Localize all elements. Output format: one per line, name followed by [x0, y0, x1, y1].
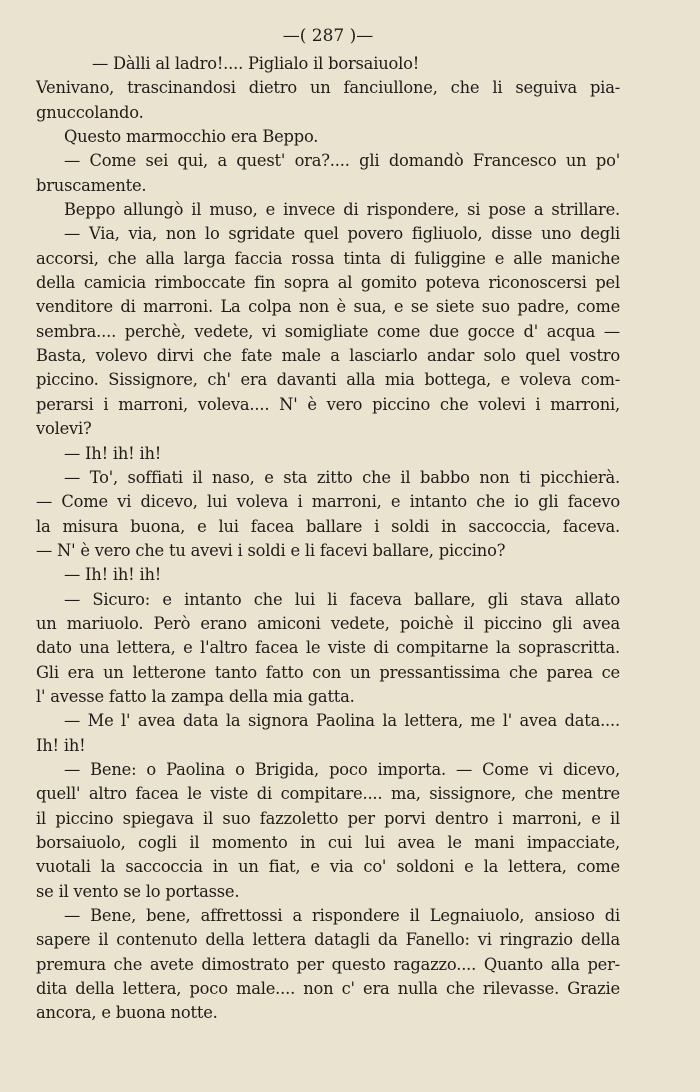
text-line: Ih! ih! [36, 735, 86, 755]
text-line: — N' è vero che tu avevi i soldi e li facevi ballare, piccino? [36, 540, 506, 560]
text-line: Questo marmocchio era Beppo. [64, 127, 319, 147]
text-line: — Ih! ih! ih! [64, 443, 162, 463]
text-line: venditore di marroni. La colpa non è sua, e se siete suo padre, come [36, 297, 620, 317]
text-line: Beppo allungò il muso, e invece di rispondere, si pose a strillare. [64, 200, 620, 220]
text-line: Basta, volevo dirvi che fate male a lasciarlo andar solo quel vostro [36, 346, 620, 366]
text-line: accorsi, che alla larga faccia rossa tinta di fuliggine e alle maniche [36, 248, 620, 268]
text-line: della camicia rimboccate fin sopra al gomito poteva riconoscersi pel [36, 273, 620, 293]
text-line: perarsi i marroni, voleva.... N' è vero piccino che volevi i marroni, [36, 394, 620, 414]
text-line: un mariuolo. Però erano amiconi vedete, poichè il piccino gli avea [36, 613, 620, 633]
text-line: ancora, e buona notte. [36, 1003, 218, 1023]
text-line: Venivano, trascinandosi dietro un fanciullone, che li seguiva pia- [36, 78, 620, 98]
text-line: borsaiuolo, cogli il momento in cui lui avea le mani impacciate, [36, 833, 620, 852]
text-line: dita della lettera, poco male.... non c' era nulla che rilevasse. Grazie [36, 979, 620, 999]
text-line: quell' altro facea le viste di compitare.... ma, sissignore, che mentre [36, 784, 620, 804]
text-line: — To', soffiati il naso, e sta zitto che il babbo non ti picchierà. [64, 467, 620, 487]
page-body [36, 52, 620, 1026]
text-line: — Me l' avea data la signora Paolina la lettera, me l' avea data.... [64, 711, 620, 731]
text-line: — Bene: o Paolina o Brigida, poco importa. — Come vi dicevo, [64, 759, 620, 779]
text-line: Gli era un letterone tanto fatto con un pressantissima che parea ce [36, 662, 620, 682]
text-line: sembra.... perchè, vedete, vi somigliate come due gocce d' acqua — [36, 321, 620, 341]
text-line: la misura buona, e lui facea ballare i soldi in saccoccia, faceva. [36, 516, 620, 536]
text-line: il piccino spiegava il suo fazzoletto per porvi dentro i marroni, e il [36, 808, 620, 828]
text-line: dato una lettera, e l'altro facea le viste di compitarne la soprascritta. [36, 638, 620, 658]
text-line: piccino. Sissignore, ch' era davanti alla mia bottega, e voleva com- [36, 370, 620, 390]
text-line: volevi? [36, 419, 92, 439]
text-line: — Ih! ih! ih! [64, 565, 162, 585]
text-line: — Via, via, non lo sgridate quel povero figliuolo, disse uno degli [64, 224, 620, 244]
text-line: l' avesse fatto la zampa della mia gatta. [36, 686, 355, 706]
page-number: —( 287 )— [282, 26, 374, 46]
text-line: sapere il contenuto della lettera datagli da Fanello: vi ringrazio della [36, 930, 620, 950]
text-line: — Come sei qui, a quest' ora?.... gli domandò Francesco un po' [64, 151, 620, 171]
text-line: se il vento se lo portasse. [36, 881, 240, 901]
text-line: — Come vi dicevo, lui voleva i marroni, e intanto che io gli facevo [36, 492, 620, 512]
text-line: — Bene, bene, affrettossi a rispondere il Legnaiuolo, ansioso di [64, 906, 620, 926]
text-line: premura che avete dimostrato per questo ragazzo.... Quanto alla per- [36, 954, 620, 974]
text-line: gnuccolando. [36, 102, 144, 122]
text-line: vuotali la saccoccia in un fiat, e via co' soldoni e la lettera, come [36, 857, 620, 877]
text-line: bruscamente. [36, 175, 147, 195]
text-line: — Sicuro: e intanto che lui li faceva ballare, gli stava allato [64, 589, 620, 609]
text-line: — Dàlli al ladro!.... Piglialo il borsaiuolo! [92, 54, 420, 73]
